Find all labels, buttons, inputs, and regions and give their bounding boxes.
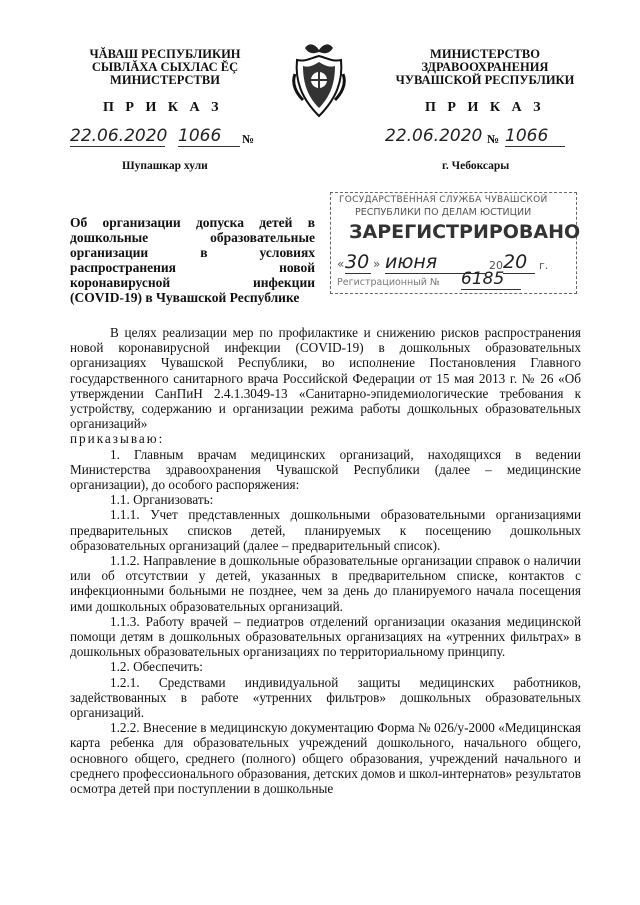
body-paragraph: 1.2.2. Внесение в медицинскую документацию Форма № 026/у-2000 «Медицинская карта ребенка для образовательных учреждений дошкольного, начального общего, основного общего, среднего (полного) общего образования, учреждений начального и среднего профессионального образования, детских домов и школ-интернатов» результатов осмотра детей при поступлении в дошкольные	[70, 720, 581, 797]
body-paragraph: 1.1.3. Работу врачей – педиатров отделений организации оказания медицинской помощи детям в дошкольных образовательных организациях на «утренних фильтрах» в дошкольных образовательных организациях по территориальному принципу.	[70, 613, 581, 660]
body-paragraph: 1.1. Организовать:	[110, 492, 214, 508]
stamp-reg-label: Регистрационный №	[337, 277, 440, 288]
body-paragraph: 1.1.2. Направление в дошкольные образовательные организации справок о наличии или об отсутствии у детей, указанных в предварительном списке, контактов с инфекционными больными не позднее, чем за день до планируемого начала посещения ими дошкольных образовательных организаций.	[70, 553, 581, 614]
title-line: (COVID-19) в Чувашской Республике	[70, 290, 300, 305]
order-number-left: 1066	[178, 126, 240, 147]
registration-stamp	[330, 192, 581, 294]
stamp-line: РЕСПУБЛИКИ ПО ДЕЛАМ ЮСТИЦИИ	[355, 207, 532, 218]
order-date-left-row	[70, 126, 270, 148]
title-line: организации в условиях	[70, 245, 315, 260]
order-word-right: П Р И К А З	[425, 100, 545, 115]
header-left-line: ЧĂВАШ РЕСПУБЛИКИН	[89, 47, 241, 61]
stamp-year-prefix: 20	[489, 259, 503, 272]
header-left-line: СЫВЛĂХА СЫХЛАС ĔÇ	[91, 60, 239, 74]
stamp-date-row: « 30 » июня 20 20 г.	[337, 251, 549, 273]
stamp-registered: ЗАРЕГИСТРИРОВАНО	[349, 221, 581, 243]
stamp-year-suffix: г.	[539, 259, 549, 272]
title-line: Об организации допуска детей в	[70, 215, 315, 230]
number-sign-left: №	[242, 132, 255, 146]
header-right-line: ЗДРАВООХРАНЕНИЯ	[421, 60, 549, 74]
title-line: коронавирусной инфекции	[70, 275, 315, 290]
header-right-line: ЧУВАШСКОЙ РЕСПУБЛИКИ	[395, 73, 575, 87]
number-sign-right: №	[487, 132, 500, 146]
order-word-left: П Р И К А З	[103, 100, 223, 115]
order-number-right: 1066	[505, 126, 565, 147]
header-right	[385, 48, 585, 87]
body-paragraph: 1. Главным врачам медицинских организаций, находящихся в ведении Министерства здравоохранения Чувашской Республики (далее – медицинские организации), до особого распоряжения:	[70, 446, 581, 493]
body-paragraph-intro: В целях реализации мер по профилактике и снижению рисков распространения новой коронавирусной инфекции (COVID-19) в дошкольных образовательных организациях Чувашской Республики, во исполнение Постановления Главного государственного санитарного врача Российской Федерации от 15 мая 2013 г. № 26 «Об утверждении СанПиН 2.4.1.3049-13 «Санитарно-эпидемиологические требования к устройству, содержанию и организации режима работы дошкольных образовательных организаций»	[70, 325, 581, 432]
stamp-line: ГОСУДАРСТВЕННАЯ СЛУЖБА ЧУВАШСКОЙ	[339, 195, 548, 205]
coat-of-arms-emblem	[291, 40, 347, 122]
stamp-reg-number: 6185	[461, 269, 521, 290]
title-line: распространения новой	[70, 260, 315, 275]
header-right-line: МИНИСТЕРСТВО	[430, 47, 540, 61]
header-left-line: МИНИСТЕРСТВИ	[110, 73, 220, 87]
document-body	[70, 325, 581, 796]
city-right: г. Чебоксары	[442, 160, 510, 172]
stamp-day: 30	[345, 251, 370, 273]
document-title	[70, 215, 315, 305]
city-left: Шупашкар хули	[122, 160, 208, 172]
header-left	[70, 48, 260, 87]
body-prikazyvayu: приказываю:	[70, 431, 165, 447]
body-paragraph: 1.2.1. Средствами индивидуальной защиты медицинских работников, задействованных в работе «утренних фильтров» дошкольных образовательных организаций.	[70, 674, 581, 721]
title-line: дошкольные образовательные	[70, 230, 315, 245]
order-date-right-row	[385, 126, 585, 148]
body-paragraph: 1.1.1. Учет представленных дошкольными образовательными организациями предварительных списков детей, планируемых к посещению дошкольных образовательных организаций (далее – предварительный список).	[70, 507, 581, 553]
stamp-month: июня	[385, 251, 485, 274]
order-date-right: 22.06.2020	[385, 126, 483, 146]
stamp-year: 20	[503, 251, 535, 274]
order-date-left: 22.06.2020	[70, 126, 168, 146]
body-paragraph: 1.2. Обеспечить:	[110, 659, 203, 675]
